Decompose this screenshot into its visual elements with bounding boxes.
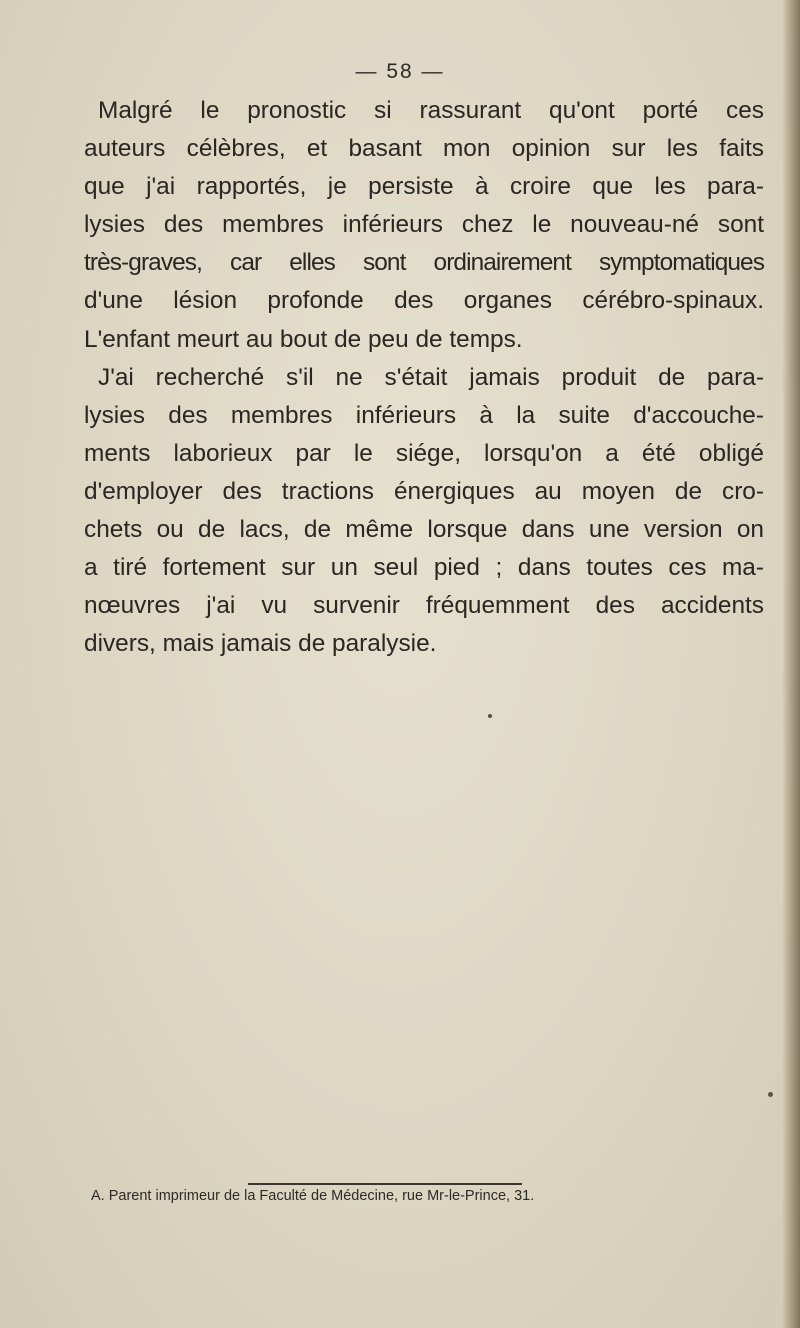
ink-speck [488, 714, 492, 718]
text-line: L'enfant meurt au bout de peu de temps. [84, 325, 523, 353]
text-line: très-graves, car elles sont ordinairement symptomatiques [84, 249, 764, 277]
text-line: nœuvres j'ai vu survenir fréquemment des accidents [84, 592, 764, 620]
printer-imprint: A. Parent imprimeur de la Faculté de Médecine, rue Mr-le-Prince, 31. [91, 1188, 535, 1204]
paragraph-2 [84, 359, 764, 664]
text-line: d'employer des tractions énergiques au moyen de cro- [84, 477, 764, 505]
text-line: Malgré le pronostic si rassurant qu'ont porté ces [98, 97, 764, 124]
text-line: a tiré fortement sur un seul pied ; dans toutes ces ma- [84, 554, 764, 582]
ink-speck [768, 1092, 773, 1097]
text-line: ments laborieux par le siége, lorsqu'on a été obligé [84, 439, 764, 467]
text-line: lysies des membres inférieurs à la suite d'accouche- [84, 401, 764, 429]
text-line: chets ou de lacs, de même lorsque dans une version on [84, 516, 764, 544]
paragraph-1 [84, 92, 764, 359]
text-line: lysies des membres inférieurs chez le nouveau-né sont [84, 211, 764, 239]
body-text [84, 92, 764, 663]
text-line: que j'ai rapportés, je persiste à croire que les para- [84, 173, 764, 201]
footer-rule [248, 1183, 522, 1185]
text-line: d'une lésion profonde des organes cérébro-spinaux. [84, 287, 764, 315]
page-edge-shadow [782, 0, 800, 1328]
text-line: auteurs célèbres, et basant mon opinion sur les faits [84, 135, 764, 163]
text-line: J'ai recherché s'il ne s'était jamais produit de para- [98, 363, 764, 391]
page-number: — 58 — [355, 60, 445, 83]
text-line: divers, mais jamais de paralysie. [84, 630, 437, 658]
